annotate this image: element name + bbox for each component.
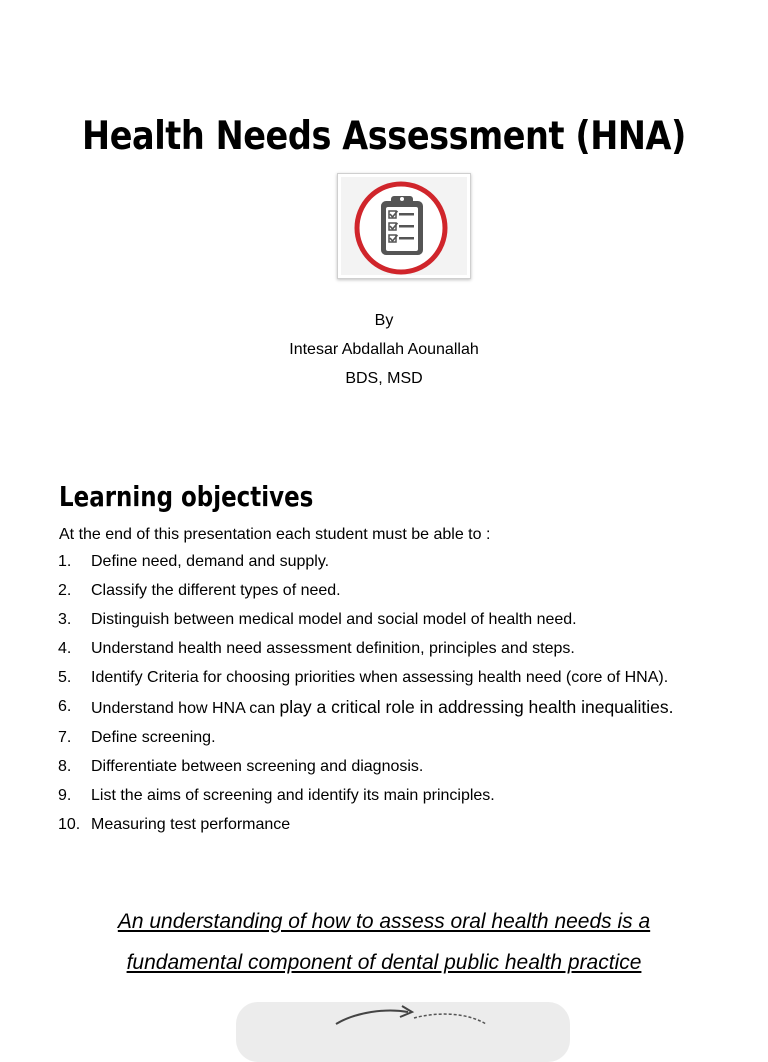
objective-item (0, 668, 768, 688)
objective-number: 3. (58, 611, 72, 628)
objective-number: 7. (58, 729, 72, 746)
objective-item (0, 610, 768, 630)
bottom-image-card (236, 1002, 570, 1062)
objective-item (0, 639, 768, 659)
objective-number: 10. (58, 816, 81, 833)
objective-text: Define screening. (91, 729, 216, 746)
objective-text: Define need, demand and supply. (91, 553, 330, 570)
objective-text: Understand how HNA can (91, 700, 280, 717)
closing-statement-line-2: fundamental component of dental public health practice (126, 951, 642, 974)
objective-item (0, 581, 768, 601)
cycle-arrows-icon (236, 1002, 570, 1062)
author-name: Intesar Abdallah Aounallah (289, 341, 479, 358)
objective-item (0, 786, 768, 806)
objectives-list (0, 552, 768, 835)
objective-text: Distinguish between medical model and social model of health need. (91, 611, 577, 628)
objective-item (0, 697, 768, 719)
objective-text: Identify Criteria for choosing priorities when assessing health need (core of HNA). (91, 669, 669, 686)
learning-objectives-heading: Learning objectives (59, 480, 314, 513)
objective-number: 2. (58, 582, 72, 599)
objective-text-emphasis: play a critical role in addressing health inequalities. (279, 697, 674, 717)
clipboard-checklist-icon (338, 174, 472, 280)
objective-number: 1. (58, 553, 72, 570)
closing-statement-line-1: An understanding of how to assess oral health needs is a (117, 910, 651, 933)
objective-item (0, 552, 768, 572)
objective-number: 9. (58, 787, 72, 804)
author-by: By (374, 312, 394, 329)
objective-number: 5. (58, 669, 72, 686)
objective-text: Measuring test performance (91, 816, 291, 833)
document-title: Health Needs Assessment (HNA) (82, 114, 686, 159)
objectives-intro: At the end of this presentation each student must be able to : (59, 526, 491, 543)
objective-item (0, 757, 768, 777)
objective-number: 4. (58, 640, 72, 657)
objective-number: 8. (58, 758, 72, 775)
objective-text: List the aims of screening and identify its main principles. (91, 787, 495, 804)
objective-text: Understand health need assessment definition, principles and steps. (91, 640, 575, 657)
objective-text: Differentiate between screening and diagnosis. (91, 758, 424, 775)
objective-item (0, 728, 768, 748)
objective-item (0, 815, 768, 835)
objectives-list-viewport (0, 552, 768, 864)
objective-text: Classify the different types of need. (91, 582, 341, 599)
objective-number: 6. (58, 698, 72, 715)
author-degrees: BDS, MSD (345, 370, 423, 387)
logo-frame (337, 173, 471, 279)
